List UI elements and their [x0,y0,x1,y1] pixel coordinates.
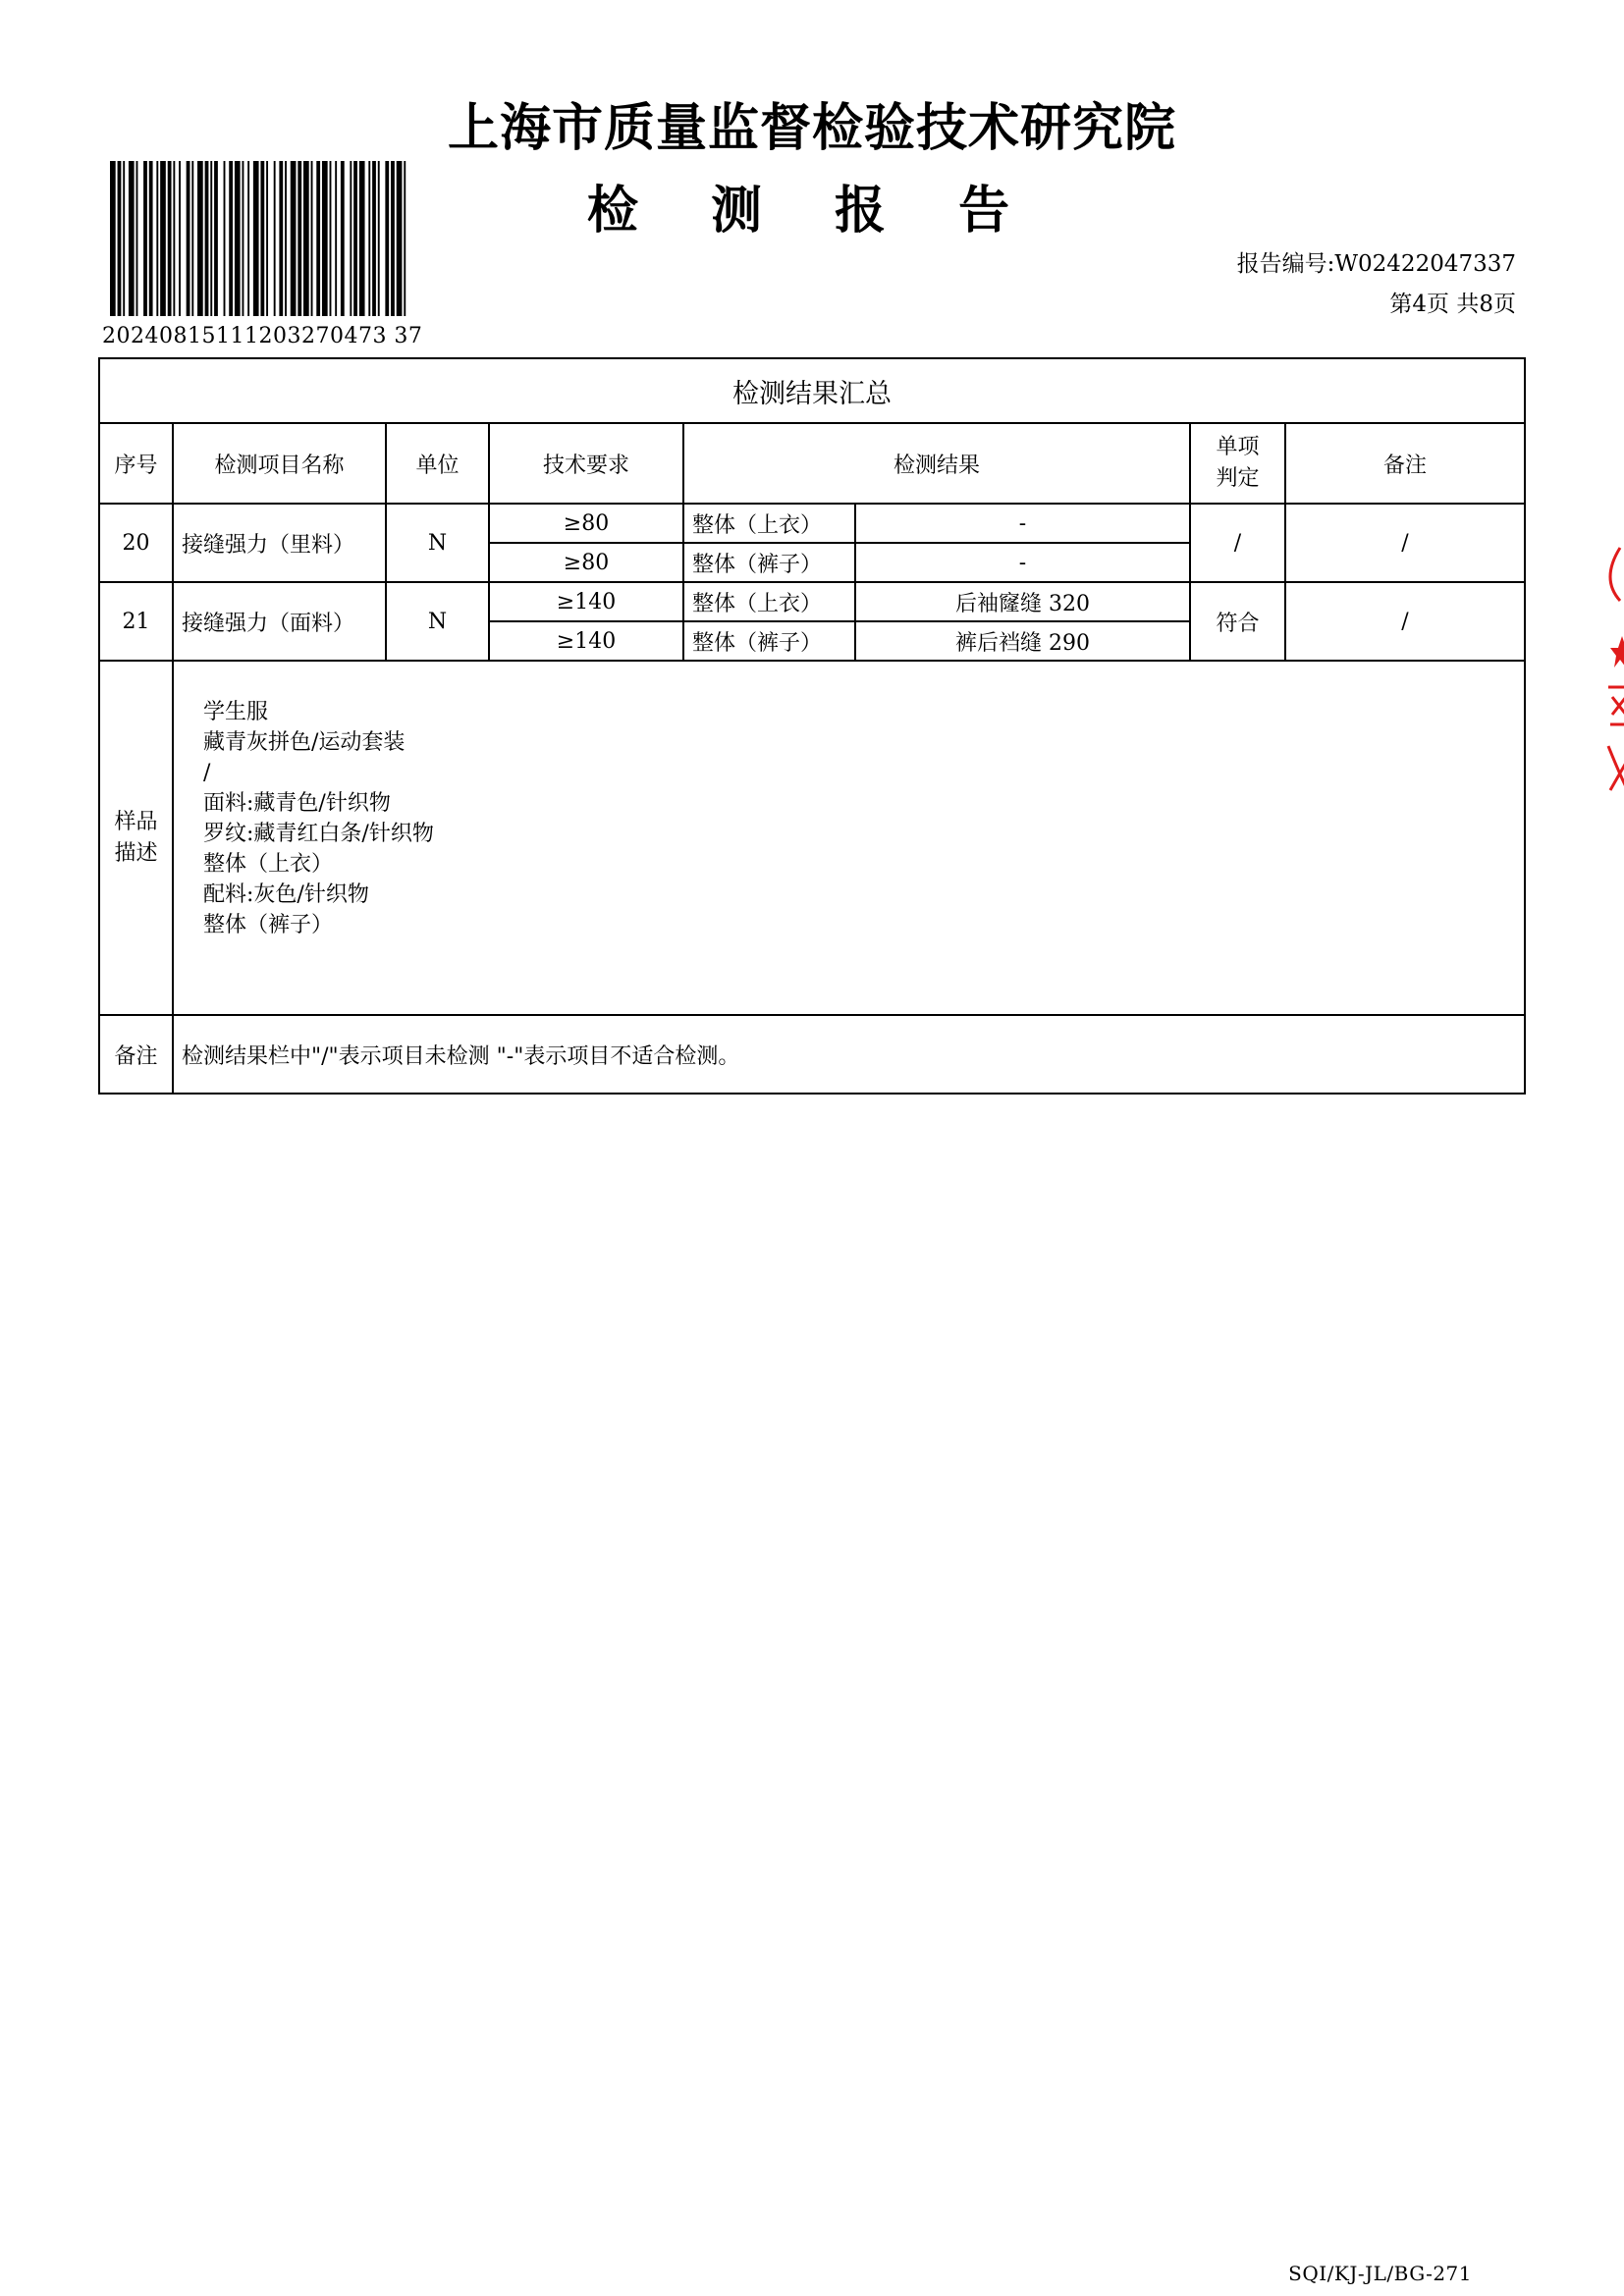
header-result: 检测结果 [683,423,1190,504]
barcode-bar [378,161,380,316]
barcode-bar [160,161,166,316]
row-remark: / [1285,504,1525,582]
barcode-bar [187,161,190,316]
barcode-bar [274,161,276,316]
barcode-bar [118,161,122,316]
sample-label: 样品 描述 [99,661,173,1015]
table-row [99,504,1525,543]
row-part: 整体（裤子） [683,621,855,661]
barcode-bar [397,161,403,316]
row-result-value: 裤后裆缝 290 [855,621,1190,661]
seal-stamp-icon [1591,540,1624,805]
sample-line: 面料:藏青色/针织物 [203,791,391,816]
header-requirement: 技术要求 [489,423,683,504]
report-title: 检 测 报 告 [586,182,1038,240]
barcode-bar [173,161,175,316]
barcode-number: 20240815111203270473 37 [102,324,423,348]
row-requirement: ≥80 [489,543,683,582]
barcode-bar [291,161,297,316]
row-requirement: ≥140 [489,621,683,661]
row-part: 整体（上衣） [683,582,855,621]
barcode-bar [224,161,226,316]
barcode-bar [353,161,357,316]
barcode-bar [391,161,395,316]
barcode-bar [385,161,389,316]
barcode-bar [229,161,233,316]
results-summary-table [98,357,1526,1095]
barcode-bar [191,161,193,316]
row-unit: N [386,504,489,582]
barcode-bar [156,161,158,316]
barcode-bar [298,161,301,316]
barcode-bar [110,161,116,316]
row-part: 整体（裤子） [683,543,855,582]
remark-label: 备注 [99,1015,173,1094]
row-result-value: - [855,543,1190,582]
sample-line: 罗纹:藏青红白条/针织物 [203,822,434,846]
table-row [99,582,1525,621]
row-item: 接缝强力（里料） [173,504,386,582]
barcode-bar [266,161,268,316]
row-result-value: 后袖窿缝 320 [855,582,1190,621]
barcode-icon [110,161,409,316]
barcode-bar [311,161,313,316]
page-info: 第4页 共8页 [1389,292,1516,317]
row-judgement: / [1190,504,1285,582]
barcode-bar [279,161,283,316]
sample-description [173,661,1525,1015]
barcode-bar [149,161,153,316]
barcode-bar [285,161,287,316]
row-seq: 20 [99,504,173,582]
barcode-bar [214,161,218,316]
header-unit: 单位 [386,423,489,504]
barcode-bar [404,161,406,316]
header-remark: 备注 [1285,423,1525,504]
barcode-bar [341,161,345,316]
row-remark: / [1285,582,1525,661]
sample-line: / [203,761,211,785]
barcode-bar [247,161,249,316]
barcode-bar [243,161,244,316]
sample-line: 藏青灰拼色/运动套装 [203,730,406,755]
report-number: 报告编号:W02422047337 [1236,251,1516,277]
barcode-bar [197,161,203,316]
barcode-bar [235,161,241,316]
barcode-bar [303,161,309,316]
barcode-bar [322,161,328,316]
barcode-bar [136,161,138,316]
row-result-value: - [855,504,1190,543]
barcode-bar [359,161,365,316]
row-part: 整体（上衣） [683,504,855,543]
barcode-bar [260,161,264,316]
barcode-bar [123,161,125,316]
sample-line: 整体（上衣） [203,852,334,877]
table-title: 检测结果汇总 [99,358,1525,423]
row-item: 接缝强力（面料） [173,582,386,661]
barcode-bar [372,161,376,316]
barcode-bar [335,161,337,316]
row-seq: 21 [99,582,173,661]
sample-line: 学生服 [203,700,269,724]
row-requirement: ≥140 [489,582,683,621]
barcode-bar [210,161,212,316]
barcode-bar [330,161,332,316]
barcode-bar [143,161,147,316]
barcode-bar [253,161,259,316]
barcode-bar [168,161,172,316]
header-item: 检测项目名称 [173,423,386,504]
barcode-bar [350,161,352,316]
header-seq: 序号 [99,423,173,504]
sample-line: 整体（裤子） [203,913,334,937]
barcode-bar [316,161,320,316]
sample-line: 配料:灰色/针织物 [203,882,369,907]
barcode-bar [129,161,135,316]
barcode-bar [368,161,370,316]
form-code: SQI/KJ-JL/BG-271 [1288,2262,1472,2285]
row-judgement: 符合 [1190,582,1285,661]
row-unit: N [386,582,489,661]
institute-name: 上海市质量监督检验技术研究院 [447,99,1176,158]
row-requirement: ≥80 [489,504,683,543]
remark-text: 检测结果栏中"/"表示项目未检测 "-"表示项目不适合检测。 [173,1015,1525,1094]
barcode-bar [205,161,209,316]
barcode-bar [179,161,181,316]
header-judgement: 单项 判定 [1190,423,1285,504]
